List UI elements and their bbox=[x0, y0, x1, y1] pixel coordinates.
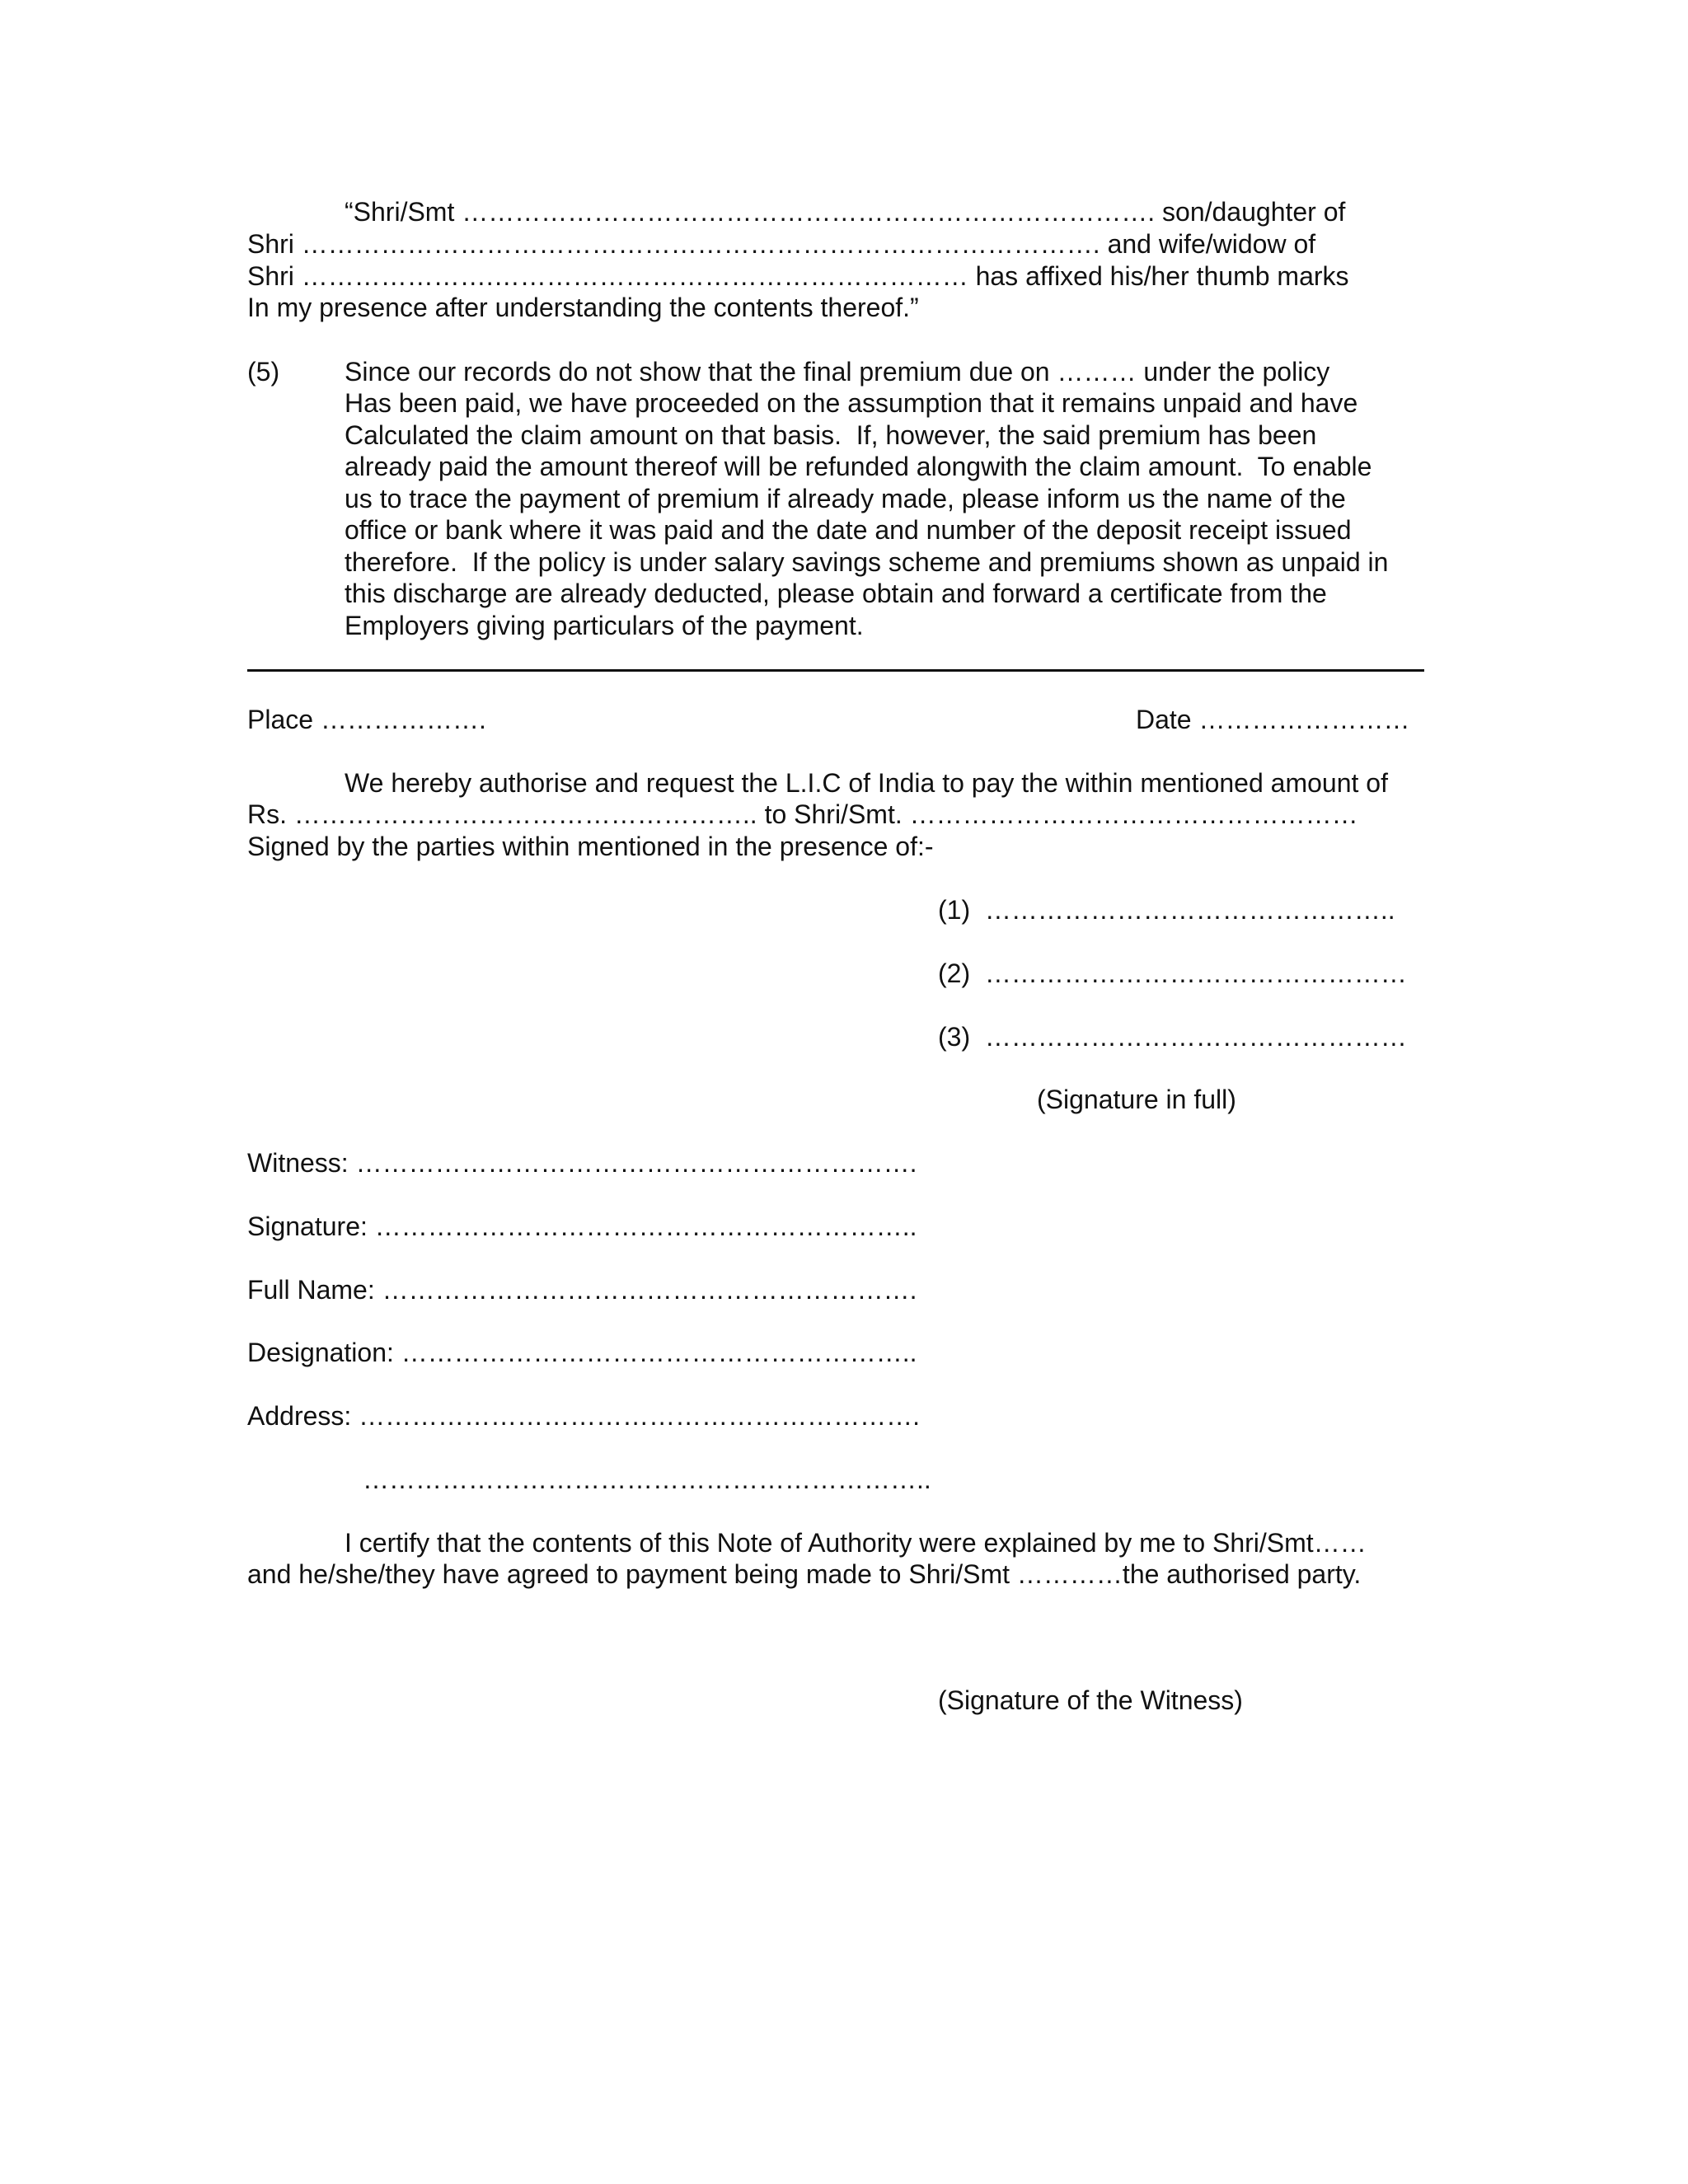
clause-5-number: (5) bbox=[247, 357, 280, 387]
signatory-3: (3) ………………………………………… bbox=[938, 1022, 1407, 1052]
thumb-clause-line-1: “Shri/Smt ……………………………………………………………………. son/daughter of bbox=[345, 197, 1346, 227]
clause-5-line-6: office or bank where it was paid and the date and number of the deposit receipt issued bbox=[345, 515, 1352, 545]
witness-signature-caption: (Signature of the Witness) bbox=[938, 1685, 1243, 1715]
signature-field: Signature: …………………………………………………….. bbox=[247, 1212, 917, 1241]
full-name-field: Full Name: ……………………………………………………. bbox=[247, 1275, 917, 1305]
signatory-2: (2) ………………………………………… bbox=[938, 958, 1407, 988]
signatory-1: (1) ……………………………………….. bbox=[938, 895, 1395, 925]
place-field: Place ………………. bbox=[247, 705, 486, 734]
clause-5-line-5: us to trace the payment of premium if already made, please inform us the name of the bbox=[345, 484, 1346, 513]
signature-in-full-caption: (Signature in full) bbox=[1037, 1085, 1236, 1114]
authorisation-line-1: We hereby authorise and request the L.I.C of India to pay the within mentioned amount of bbox=[345, 768, 1388, 798]
designation-field: Designation: ………………………………………………….. bbox=[247, 1338, 917, 1367]
clause-5-line-3: Calculated the claim amount on that basis. If, however, the said premium has been bbox=[345, 420, 1317, 450]
certification-line-1: I certify that the contents of this Note of Authority were explained by me to Shri/Smt…… bbox=[345, 1528, 1367, 1558]
thumb-clause-line-4: In my presence after understanding the contents thereof.” bbox=[247, 293, 919, 322]
authorisation-line-2: Rs. …………………………………………….. to Shri/Smt. …………………………………………… bbox=[247, 799, 1358, 829]
clause-5-line-1: Since our records do not show that the final premium due on ……… under the policy bbox=[345, 357, 1330, 387]
thumb-clause-line-3: Shri ………………….……………………………………………… has affixed his/her thumb marks bbox=[247, 261, 1349, 291]
clause-5-line-9: Employers giving particulars of the payment. bbox=[345, 611, 864, 640]
section-divider bbox=[247, 669, 1424, 672]
address-field-continued: ……………………………………………………….. bbox=[363, 1465, 931, 1494]
clause-5-line-8: this discharge are already deducted, please obtain and forward a certificate from the bbox=[345, 579, 1327, 608]
witness-field: Witness: ………………………………………………………. bbox=[247, 1148, 917, 1178]
clause-5-line-7: therefore. If the policy is under salary savings scheme and premiums shown as unpaid in bbox=[345, 547, 1389, 577]
clause-5-line-4: already paid the amount thereof will be refunded alongwith the claim amount. To enable bbox=[345, 452, 1372, 481]
date-field: Date …………………… bbox=[1136, 705, 1410, 734]
authorisation-line-3: Signed by the parties within mentioned in the presence of:- bbox=[247, 832, 934, 861]
clause-5-line-2: Has been paid, we have proceeded on the assumption that it remains unpaid and have bbox=[345, 388, 1358, 418]
certification-line-2: and he/she/they have agreed to payment being made to Shri/Smt …………the authorised party. bbox=[247, 1559, 1362, 1589]
address-field: Address: ………………………………………………………. bbox=[247, 1401, 921, 1431]
thumb-clause-line-2: Shri ………………………………………………………………………………. and wife/widow of bbox=[247, 229, 1316, 259]
